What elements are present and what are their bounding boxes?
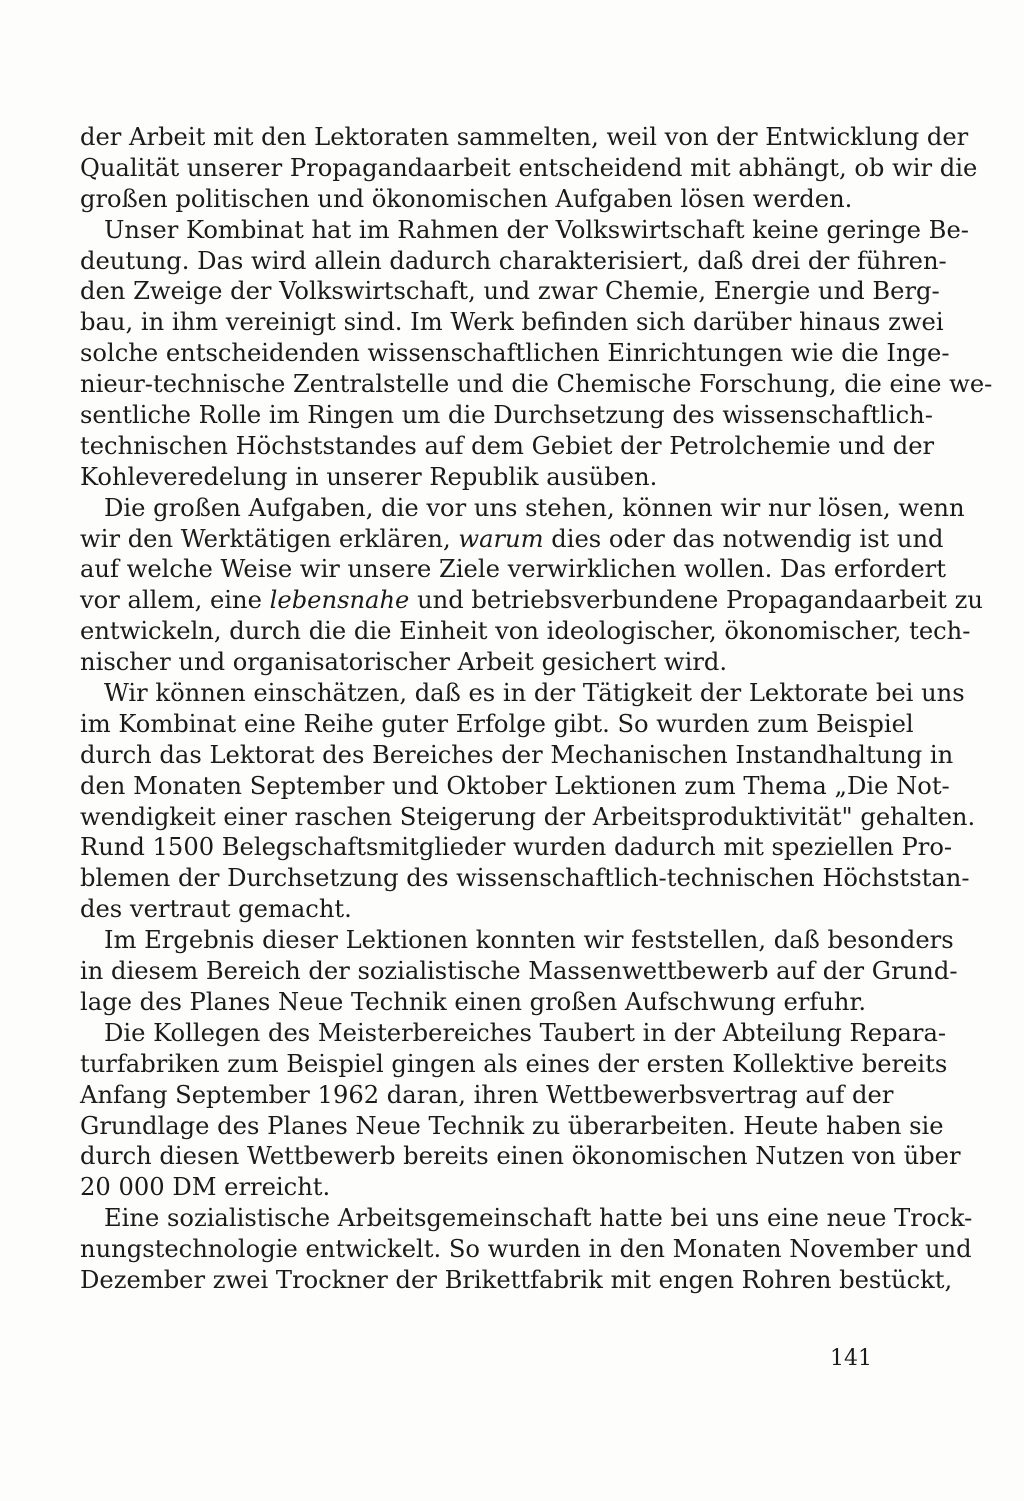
text-line: turfabriken zum Beispiel gingen als eines der ersten Kollektive bereits [80, 1049, 948, 1078]
text-line: sentliche Rolle im Ringen um die Durchsetzung des wissenschaftlich- [80, 401, 933, 430]
text-line: der Arbeit mit den Lektoraten sammelten, weil von der Entwicklung der [80, 123, 969, 151]
text-line: im Kombinat eine Reihe guter Erfolge gibt. So wurden zum Beispiel [80, 709, 914, 738]
text-line: Anfang September 1962 daran, ihren Wettbewerbsvertrag auf der [80, 1080, 894, 1109]
text-line: blemen der Durchsetzung des wissenschaftlich-technischen Höchststan- [80, 864, 970, 893]
text-line: großen politischen und ökonomischen Aufgaben lösen werden. [80, 184, 853, 213]
text-line: Die Kollegen des Meisterbereiches Taubert in der Abteilung Repara- [104, 1018, 947, 1047]
paragraph [80, 215, 993, 493]
text-line: entwickeln, durch die die Einheit von ideologischer, ökonomischer, tech- [80, 617, 971, 646]
paragraph [80, 1018, 961, 1203]
text-line: Rund 1500 Belegschaftsmitglieder wurden dadurch mit speziellen Pro- [80, 833, 953, 862]
paragraph [80, 493, 983, 678]
body-text [80, 122, 993, 1296]
text-line: nieur-technische Zentralstelle und die Chemische Forschung, die eine we- [80, 370, 993, 399]
text-line: durch diesen Wettbewerb bereits einen ökonomischen Nutzen von über [80, 1142, 961, 1171]
text-line: Kohleveredelung in unserer Republik ausüben. [80, 462, 658, 491]
text-line: 20 000 DM erreicht. [80, 1173, 331, 1202]
text-line: Qualität unserer Propagandaarbeit entscheidend mit abhängt, ob wir die [80, 153, 978, 182]
text-line: wir den Werktätigen erklären, warum dies oder das notwendig ist und [80, 524, 944, 553]
text-line: vor allem, eine lebensnahe und betriebsverbundene Propagandaarbeit zu [80, 586, 983, 615]
page-number: 141 [830, 1346, 872, 1371]
text-line: Die großen Aufgaben, die vor uns stehen, können wir nur lösen, wenn [104, 493, 965, 522]
text-line: nischer und organisatorischer Arbeit gesichert wird. [80, 648, 728, 677]
text-line: des vertraut gemacht. [80, 895, 352, 924]
text-line: deutung. Das wird allein dadurch charakterisiert, daß drei der führen- [80, 246, 947, 275]
text-line: Dezember zwei Trockner der Brikettfabrik mit engen Rohren bestückt, [80, 1265, 953, 1294]
text-line: solche entscheidenden wissenschaftlichen Einrichtungen wie die Inge- [80, 339, 950, 368]
text-line: in diesem Bereich der sozialistische Massenwettbewerb auf der Grund- [80, 957, 958, 986]
text-line: technischen Höchststandes auf dem Gebiet der Petrolchemie und der [80, 431, 935, 460]
paragraph [80, 678, 976, 925]
text-line: durch das Lektorat des Bereiches der Mechanischen Instandhaltung in [80, 740, 954, 769]
text-line: Grundlage des Planes Neue Technik zu überarbeiten. Heute haben sie [80, 1111, 944, 1140]
text-line: wendigkeit einer raschen Steigerung der Arbeitsproduktivität" gehalten. [80, 802, 976, 831]
text-line: Im Ergebnis dieser Lektionen konnten wir feststellen, daß besonders [104, 926, 954, 955]
text-line: Eine sozialistische Arbeitsgemeinschaft hatte bei uns eine neue Trock- [104, 1204, 973, 1233]
text-line: bau, in ihm vereinigt sind. Im Werk befinden sich darüber hinaus zwei [80, 308, 944, 337]
text-line: den Monaten September und Oktober Lektionen zum Thema „Die Not- [80, 771, 950, 800]
text-line: Wir können einschätzen, daß es in der Tätigkeit der Lektorate bei uns [104, 679, 965, 708]
text-line: nungstechnologie entwickelt. So wurden in den Monaten November und [80, 1235, 972, 1264]
paragraph [80, 1203, 973, 1296]
text-line: lage des Planes Neue Technik einen großen Aufschwung erfuhr. [80, 987, 867, 1016]
paragraph [80, 925, 958, 1018]
text-line: auf welche Weise wir unsere Ziele verwirklichen wollen. Das erfordert [80, 555, 946, 584]
text-line: den Zweige der Volkswirtschaft, und zwar Chemie, Energie und Berg- [80, 277, 940, 306]
paragraph [80, 122, 978, 215]
text-line: Unser Kombinat hat im Rahmen der Volkswirtschaft keine geringe Be- [104, 215, 969, 244]
